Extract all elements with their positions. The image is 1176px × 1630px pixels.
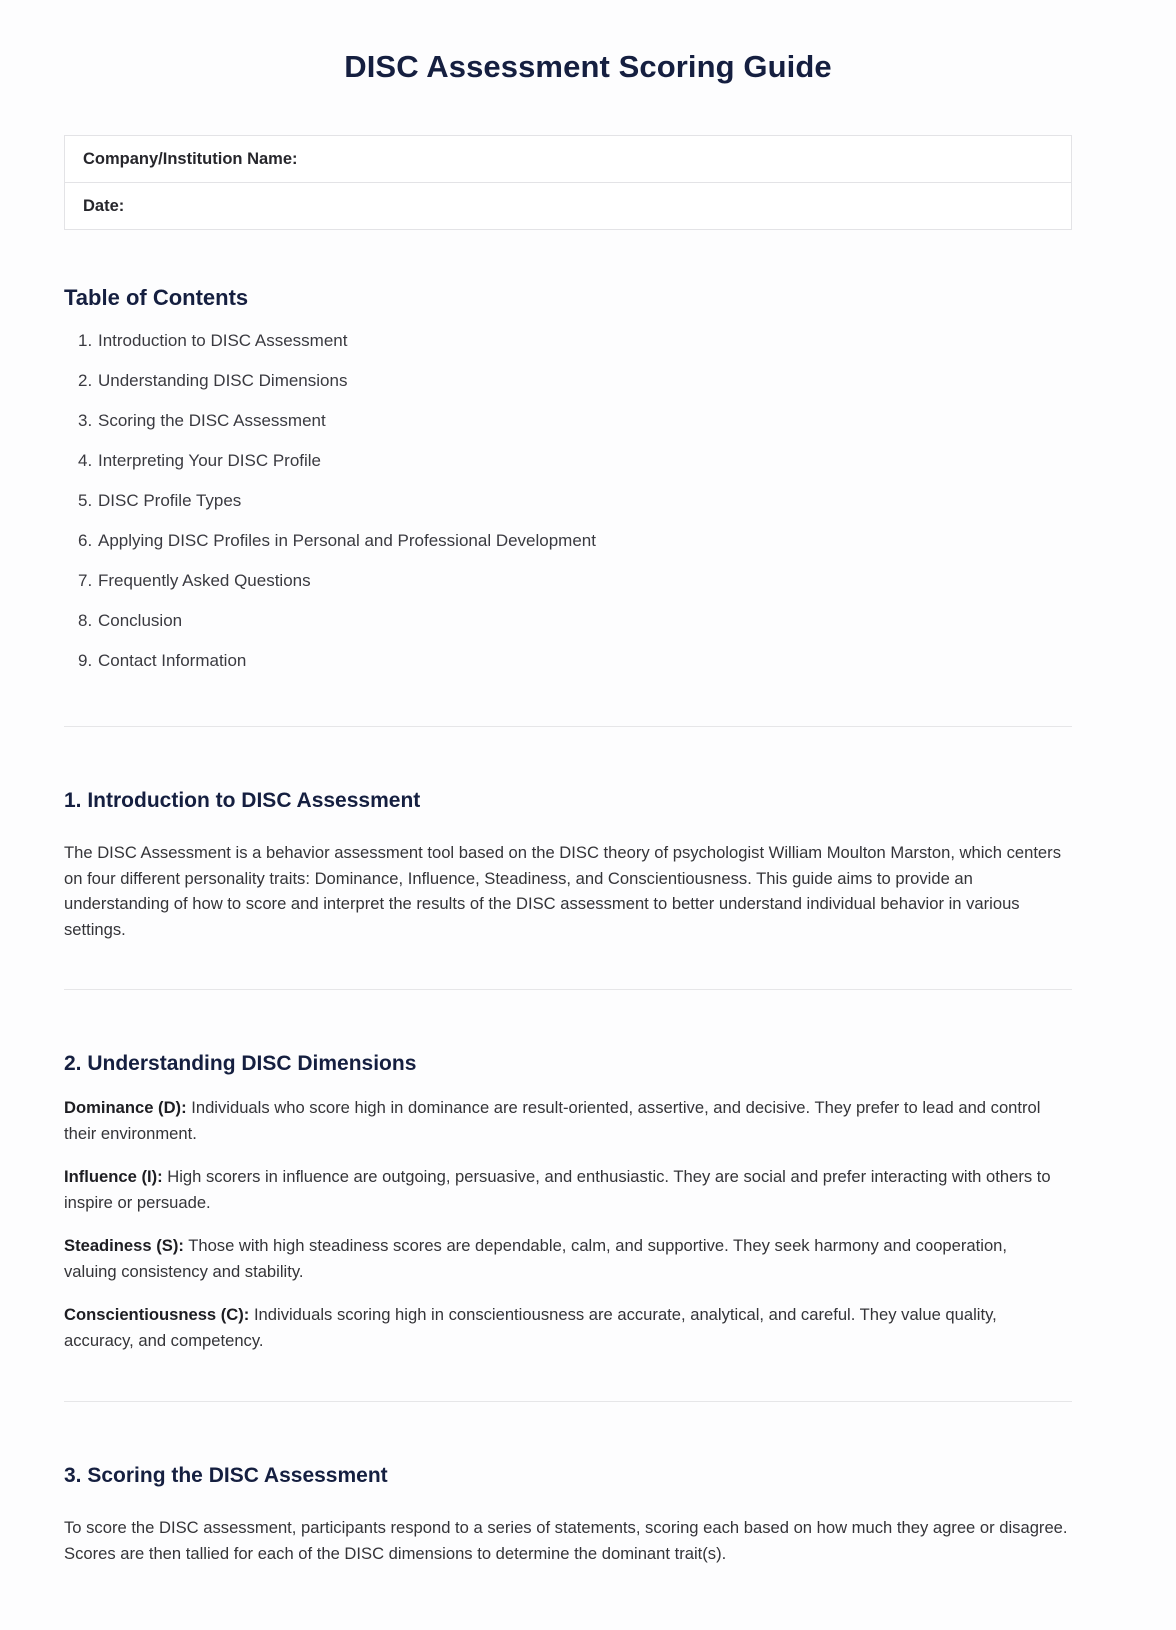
- dimension-term-influence: Influence (I):: [64, 1167, 163, 1186]
- toc-item-8[interactable]: [64, 610, 1112, 650]
- dimension-term-conscientiousness: Conscientiousness (C):: [64, 1305, 250, 1324]
- section-body-introduction: The DISC Assessment is a behavior assessment tool based on the DISC theory of psychologist William Moulton Marston, which centers on four different personality traits: Dominance, Influence, Steadiness, and Conscientiousness. This guide aims to provide an understanding of how to score and interpret the results of the DISC assessment to better understand individual behavior in various settings.: [64, 843, 1061, 939]
- toc-item-5[interactable]: [64, 490, 1112, 530]
- toc-item-6[interactable]: [64, 530, 1112, 570]
- toc-item-label: DISC Profile Types: [98, 491, 242, 510]
- toc-item-label: Contact Information: [98, 651, 247, 670]
- toc-item-label: Introduction to DISC Assessment: [98, 331, 348, 350]
- meta-row-date[interactable]: [65, 183, 1071, 230]
- toc-item-number: 7.: [78, 571, 93, 590]
- dimension-term-steadiness: Steadiness (S):: [64, 1236, 184, 1255]
- toc-item-3[interactable]: [64, 410, 1112, 450]
- section-body-scoring: To score the DISC assessment, participants respond to a series of statements, scoring each based on how much they agree or disagree. Scores are then tallied for each of the DISC dimensions to determine the dominant trait(s).: [64, 1518, 1068, 1563]
- dimension-conscientiousness: [64, 1284, 1064, 1353]
- toc-item-number: 8.: [78, 611, 93, 630]
- meta-form-table: [64, 135, 1072, 230]
- dimension-text-conscientiousness: Individuals scoring high in conscientiousness are accurate, analytical, and careful. They value quality, accuracy, and competency.: [64, 1305, 997, 1350]
- section-introduction: [64, 727, 1112, 942]
- dimension-steadiness: [64, 1215, 1064, 1284]
- table-of-contents-heading: Table of Contents: [64, 285, 249, 310]
- date-label: Date:: [83, 197, 125, 215]
- dimension-term-dominance: Dominance (D):: [64, 1098, 187, 1117]
- meta-row-company[interactable]: [65, 136, 1071, 183]
- toc-item-7[interactable]: [64, 570, 1112, 610]
- section-dimensions: [64, 990, 1112, 1353]
- toc-item-label: Applying DISC Profiles in Personal and Professional Development: [98, 531, 596, 550]
- toc-item-number: 2.: [78, 371, 93, 390]
- dimension-influence: [64, 1146, 1064, 1215]
- toc-item-number: 9.: [78, 651, 93, 670]
- company-name-label: Company/Institution Name:: [83, 150, 298, 168]
- toc-item-2[interactable]: [64, 370, 1112, 410]
- toc-item-label: Scoring the DISC Assessment: [98, 411, 326, 430]
- toc-item-label: Understanding DISC Dimensions: [98, 371, 348, 390]
- toc-item-label: Frequently Asked Questions: [98, 571, 311, 590]
- toc-item-label: Interpreting Your DISC Profile: [98, 451, 322, 470]
- table-of-contents-list: [64, 312, 1112, 690]
- toc-item-9[interactable]: [64, 650, 1112, 690]
- toc-item-number: 4.: [78, 451, 93, 470]
- dimension-text-influence: High scorers in influence are outgoing, persuasive, and enthusiastic. They are social and prefer interacting with others to inspire or persuade.: [64, 1167, 1051, 1212]
- section-heading-scoring: 3. Scoring the DISC Assessment: [64, 1464, 388, 1487]
- section-heading-introduction: 1. Introduction to DISC Assessment: [64, 789, 421, 812]
- dimension-dominance: [64, 1077, 1064, 1146]
- dimension-text-dominance: Individuals who score high in dominance are result-oriented, assertive, and decisive. They prefer to lead and control their environment.: [64, 1098, 1041, 1143]
- toc-item-1[interactable]: [64, 330, 1112, 370]
- page-title: DISC Assessment Scoring Guide: [344, 49, 832, 84]
- toc-item-number: 6.: [78, 531, 93, 550]
- dimension-text-steadiness: Those with high steadiness scores are dependable, calm, and supportive. They seek harmony and cooperation, valuing consistency and stability.: [64, 1236, 1008, 1281]
- toc-item-number: 5.: [78, 491, 93, 510]
- toc-item-4[interactable]: [64, 450, 1112, 490]
- toc-item-number: 1.: [78, 331, 93, 350]
- toc-item-number: 3.: [78, 411, 93, 430]
- toc-item-label: Conclusion: [98, 611, 183, 630]
- section-scoring: [64, 1402, 1112, 1566]
- section-heading-dimensions: 2. Understanding DISC Dimensions: [64, 1052, 417, 1075]
